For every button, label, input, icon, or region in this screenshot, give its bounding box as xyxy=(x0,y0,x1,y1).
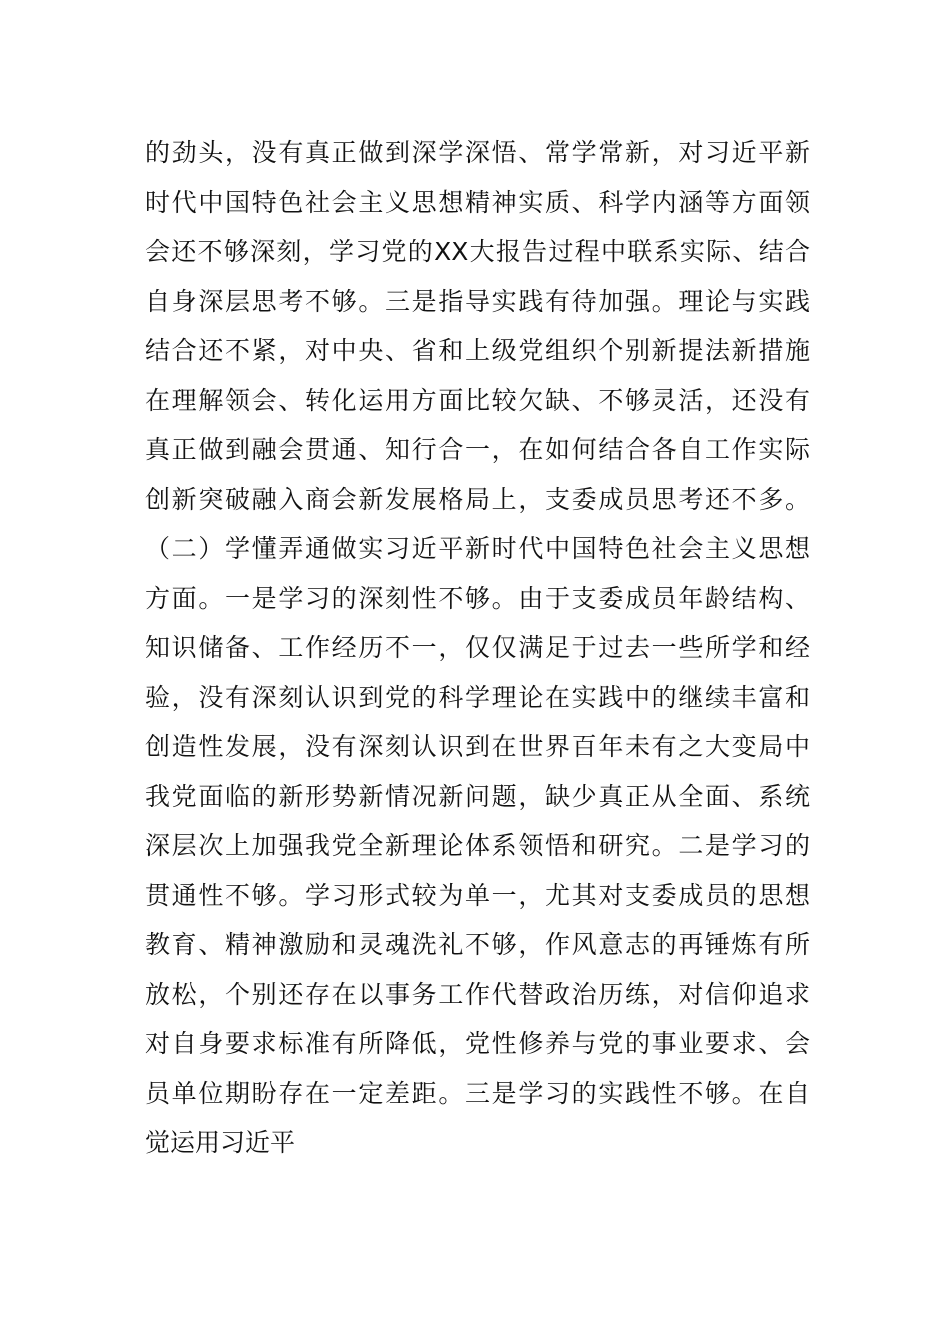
text-line: 的劲头，没有真正做到深学深悟、常学常新，对习近平新 xyxy=(145,138,810,167)
text-line: 验，没有深刻认识到党的科学理论在实践中的继续丰富和 xyxy=(145,682,810,712)
text-line: 时代中国特色社会主义思想精神实质、科学内涵等方面领 xyxy=(145,187,810,217)
text-line: 创新突破融入商会新发展格局上，支委成员思考还不多。 xyxy=(145,484,810,514)
text-line: 深层次上加强我党全新理论体系领悟和研究。二是学习的 xyxy=(145,831,810,860)
text-line: 我党面临的新形势新情况新问题，缺少真正从全面、系统 xyxy=(145,781,810,811)
text-line: 结合还不紧，对中央、省和上级党组织个别新提法新措施 xyxy=(145,336,810,365)
text-line: 放松，个别还存在以事务工作代替政治历练，对信仰追求 xyxy=(145,979,810,1009)
text-line: 知识储备、工作经历不一，仅仅满足于过去一些所学和经 xyxy=(145,633,810,662)
text-line: 贯通性不够。学习形式较为单一，尤其对支委成员的思想 xyxy=(145,880,810,910)
text-line: 会还不够深刻，学习党的XX大报告过程中联系实际、结合 xyxy=(145,237,810,266)
text-line: 教育、精神激励和灵魂洗礼不够，作风意志的再锤炼有所 xyxy=(145,930,810,959)
text-line: 自身深层思考不够。三是指导实践有待加强。理论与实践 xyxy=(145,286,810,316)
text-line: 在理解领会、转化运用方面比较欠缺、不够灵活，还没有 xyxy=(145,385,810,415)
text-line: 真正做到融会贯通、知行合一，在如何结合各自工作实际 xyxy=(145,435,810,464)
text-line: 对自身要求标准有所降低，党性修养与党的事业要求、会 xyxy=(145,1029,810,1058)
text-line: 觉运用习近平 xyxy=(145,1128,296,1157)
text-line: 创造性发展，没有深刻认识到在世界百年未有之大变局中 xyxy=(145,732,810,761)
body-text xyxy=(145,128,810,1168)
section-heading-line: （二）学懂弄通做实习近平新时代中国特色社会主义思想 xyxy=(145,534,810,563)
text-line: 方面。一是学习的深刻性不够。由于支委成员年龄结构、 xyxy=(145,583,810,613)
text-line: 员单位期盼存在一定差距。三是学习的实践性不够。在自 xyxy=(145,1078,810,1108)
